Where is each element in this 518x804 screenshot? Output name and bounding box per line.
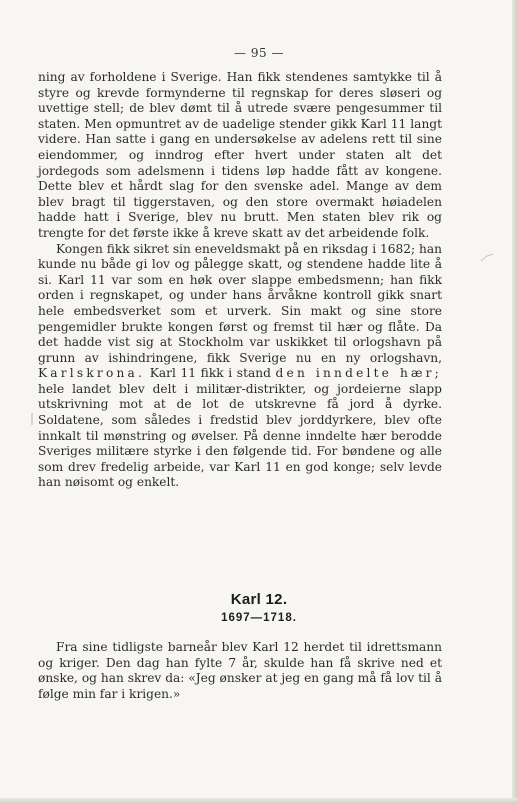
page-edge-bottom [0, 798, 518, 804]
pencil-margin-mark [30, 413, 34, 425]
emphasis-inndelte-haer: den inndelte hær; [275, 366, 442, 381]
chapter-years: 1697—1718. [221, 612, 297, 624]
page-number: — 95 — [234, 46, 284, 60]
paragraph-1: ning av forholdene i Sverige. Han fikk stendenes samtykke til å styre og krevde formynderne til regnskap for deres sløseri og uvettige stell; de blev dømt til å utrede svære pengesummer til staten. Men opmuntret av de uadelige stender gikk Karl 11 langt videre. Han satte i gang en undersøkelse av adelens rett til sine eiendommer, og inndrog efter hvert under staten alt det jordegods som adelsmenn i tidens løp hadde fått av kongene. Dette blev et hårdt slag for den svenske adel. Mange av dem blev bragt til tiggerstaven, og den store overmakt høiadelen hadde hatt i Sverige, blev nu brutt. Men staten blev rik og trengte for det første ikke å kreve skatt av det arbeidende folk. [38, 70, 442, 240]
body-text-2 [38, 640, 442, 702]
paragraph-2-part-c: hele landet blev delt i militær-distrikter, og jordeierne slapp utskrivning mot at de lot de utskrevne få jord å dyrke. Soldatene, som således i fredstid blev jorddyrkere, blev ofte innkalt til mønstring og øvelser. På denne inndelte hær berodde Sveriges militære styrke i den følgende tid. For bøndene og alle som drev fredelig arbeide, var Karl 11 en god konge; selv levde han nøisomt og enkelt. [38, 381, 442, 490]
paragraph-3: Fra sine tidligste barneår blev Karl 12 herdet til idrettsmann og kriger. Den dag han fylte 7 år, skulde han få skrive ned et ønske, og han skrev da: «Jeg ønsker at jeg en gang må få lov til å følge min far i krigen.» [38, 640, 442, 701]
paragraph-2-part-b: Karl 11 fikk i stand [145, 366, 276, 381]
paragraph-2 [38, 242, 442, 492]
chapter-title: Karl 12. [230, 591, 288, 608]
body-text [38, 70, 442, 491]
page-edge-right [512, 0, 518, 804]
paragraph-2-part-a: Kongen fikk sikret sin eneveldsmakt på en riksdag i 1682; han kunde nu både gi lov og pålegge skatt, og stendene hadde lite å si. Karl 11 var som en høk over slappe embedsmenn; han fikk orden i regnskapet, og under hans årvåkne kontroll gikk snart hele embedsverket som et urverk. Sin makt og sine store pengemidler brukte kongen først og fremst til hær og flåte. Da det hadde vist sig at Stockholm var uskikket til orlogshavn på grunn av ishindringene, fikk Sverige nu en ny orlogshavn, [38, 241, 442, 365]
emphasis-karlskrona: Karlskrona. [38, 366, 146, 381]
pencil-tick-mark [480, 253, 494, 263]
